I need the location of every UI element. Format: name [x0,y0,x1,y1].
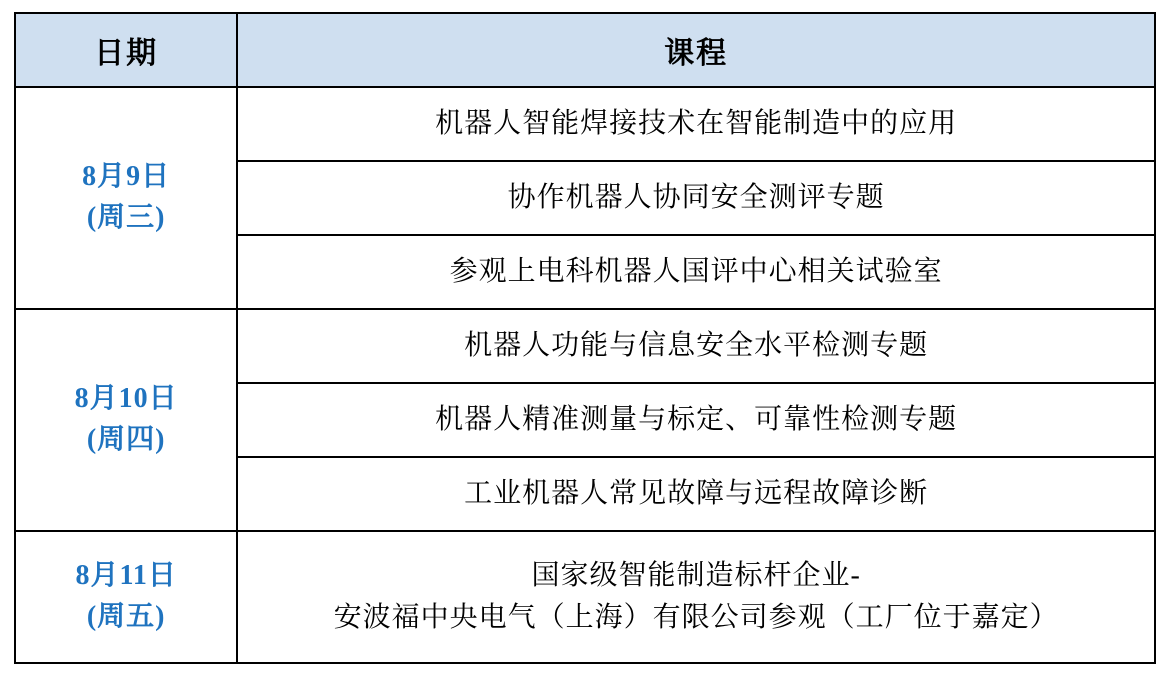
table-row [15,87,1155,161]
course-cell [237,161,1155,235]
date-sub-day3: (周五) [86,601,166,632]
column-header-date: 日期 [15,13,237,87]
table-header [15,13,1155,87]
course-line: 协作机器人协同安全测评专题 [507,182,885,213]
table-body [15,87,1155,663]
date-main-day1: 8月9日 [82,161,171,193]
course-line: 机器人智能焊接技术在智能制造中的应用 [435,108,958,139]
table-row [15,531,1155,663]
column-header-course: 课程 [237,13,1155,87]
date-main-day2: 8月10日 [74,383,178,415]
table-header-row [15,13,1155,87]
course-line: 机器人功能与信息安全水平检测专题 [464,330,929,361]
course-cell [237,235,1155,309]
date-cell-day1 [15,87,237,309]
date-sub-day1: (周三) [86,202,166,233]
table-row [15,309,1155,383]
course-cell [237,309,1155,383]
course-line: 安波福中央电气（上海）有限公司参观（工厂位于嘉定） [333,602,1059,633]
course-cell [237,87,1155,161]
date-cell-day3 [15,531,237,663]
course-line: 参观上电科机器人国评中心相关试验室 [449,256,943,287]
date-sub-day2: (周四) [86,424,166,455]
course-line: 机器人精准测量与标定、可靠性检测专题 [435,404,958,435]
course-cell [237,383,1155,457]
course-cell [237,531,1155,663]
course-line: 工业机器人常见故障与远程故障诊断 [464,478,929,509]
date-cell-day2 [15,309,237,531]
course-line: 国家级智能制造标杆企业- [531,560,861,591]
course-cell [237,457,1155,531]
date-main-day3: 8月11日 [75,560,177,592]
schedule-table [14,12,1156,664]
